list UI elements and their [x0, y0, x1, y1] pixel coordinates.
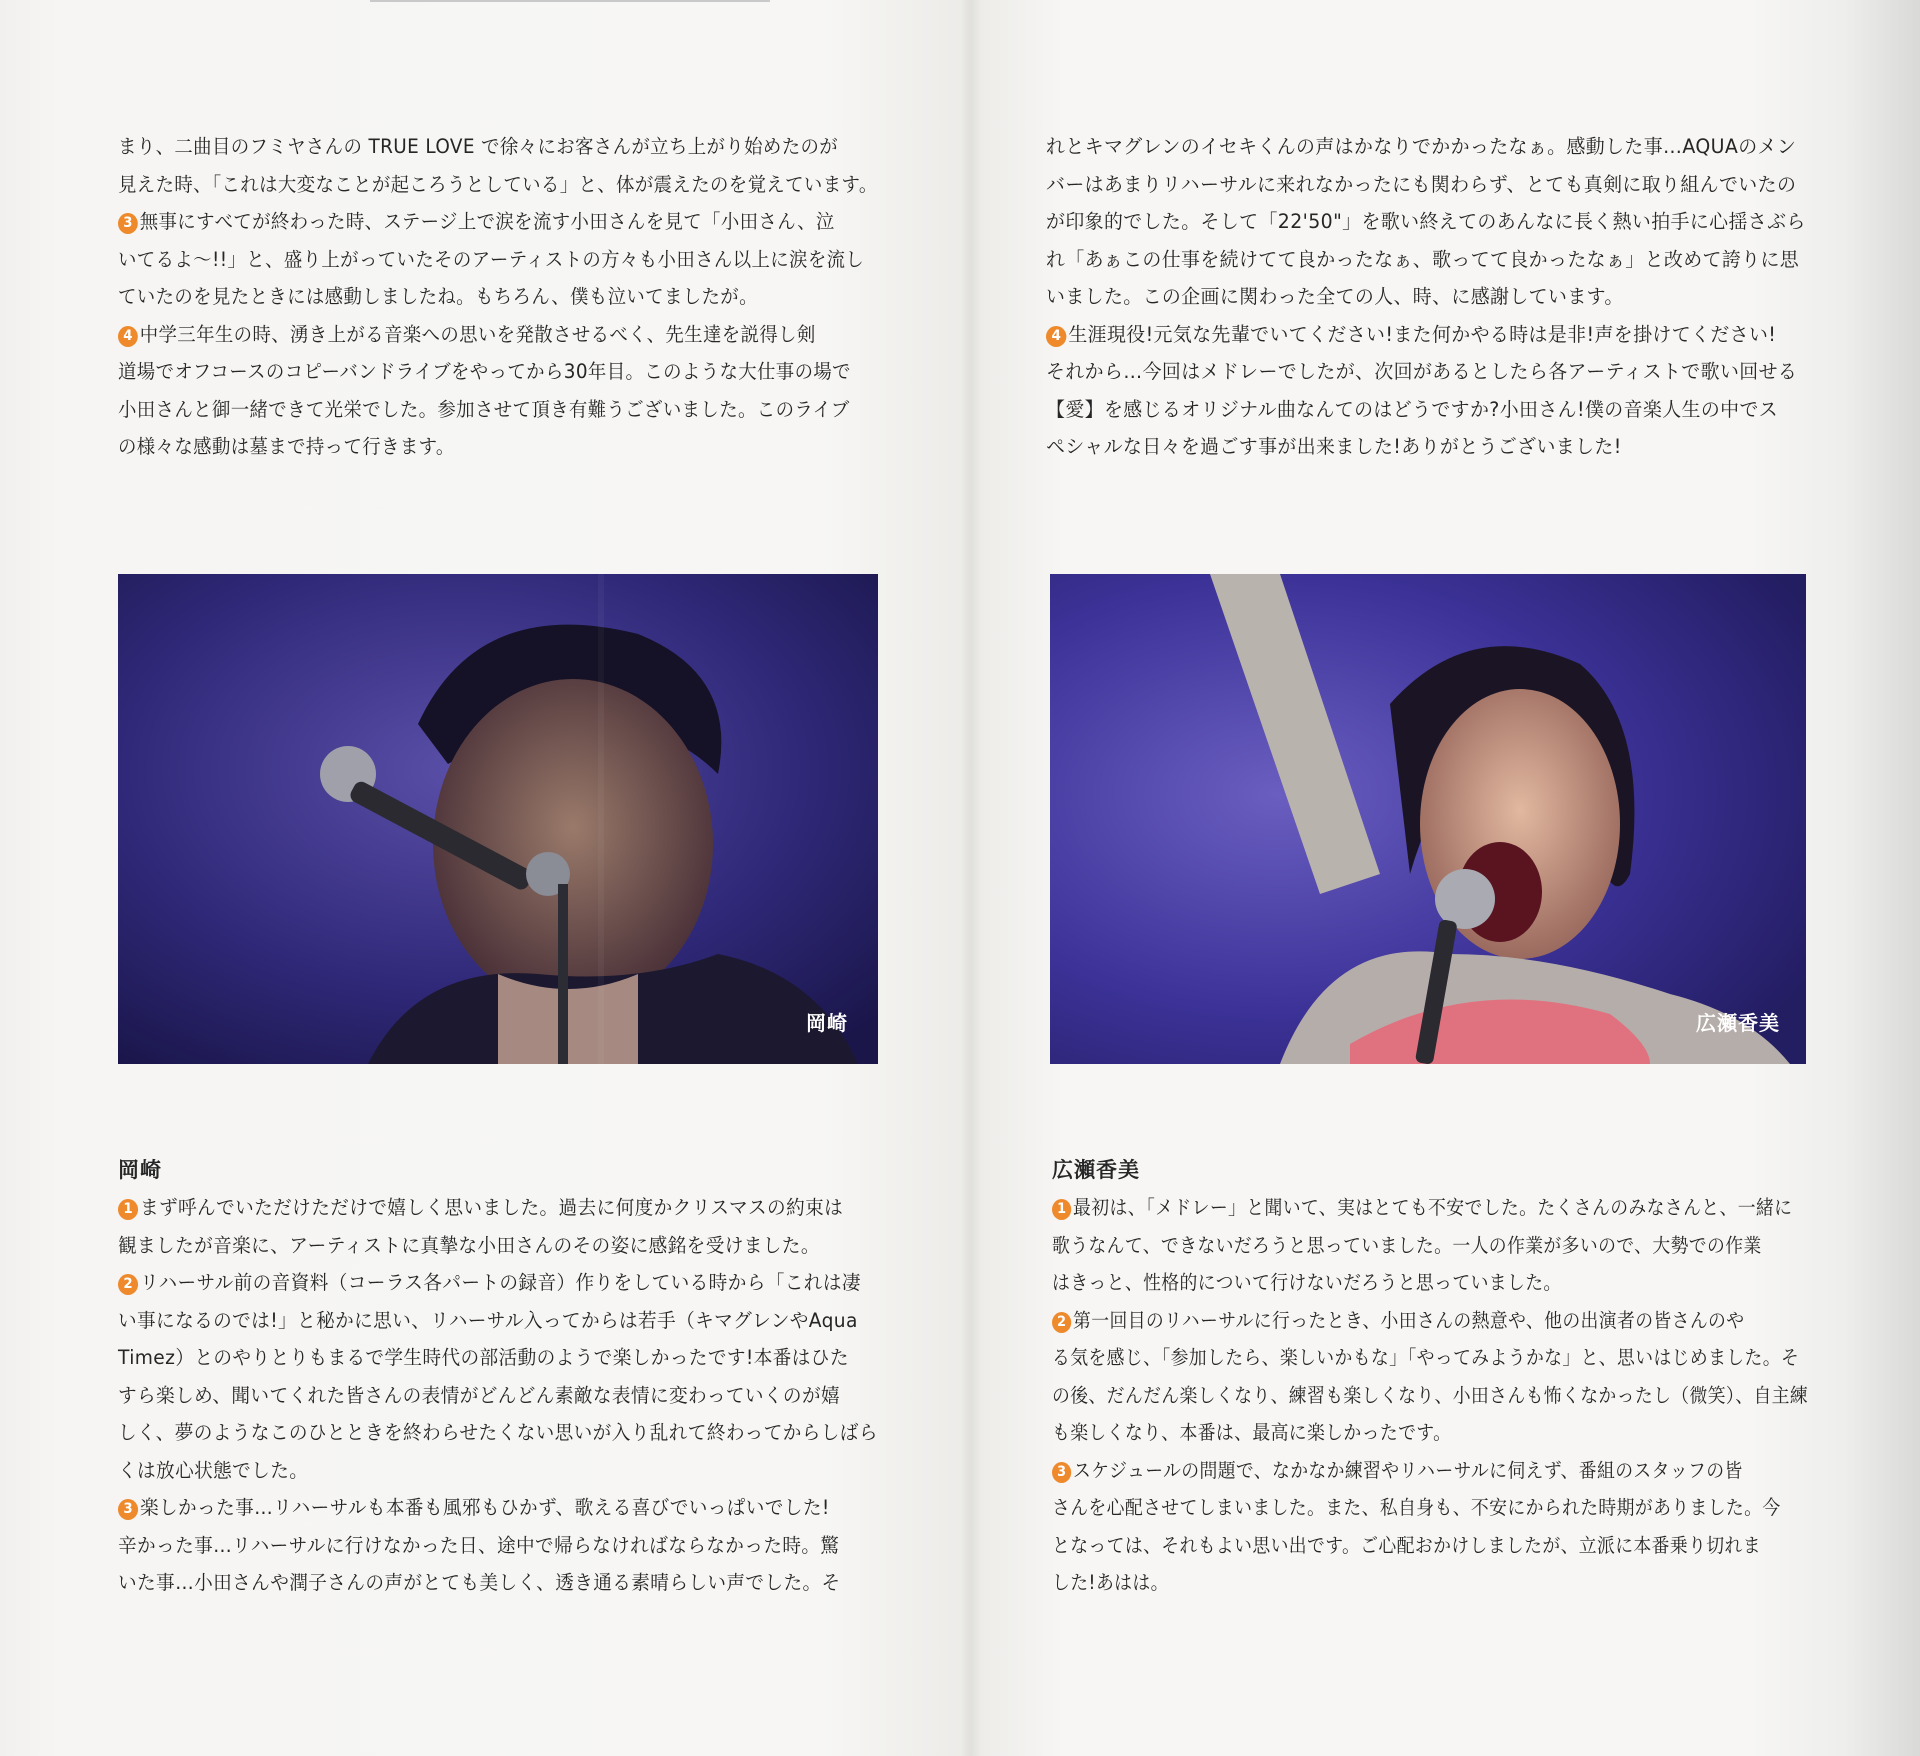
line-text: 観ましたが音楽に、アーティストに真摯な小田さんのその姿に感銘を受けました。 [118, 1233, 820, 1257]
line-text: 見えた時、「これは大変なことが起ころうとしている」と、体が震えたのを覚えています。 [118, 172, 878, 196]
line-text: 道場でオフコースのコピーバンドライブをやってから30年目。このような大仕事の場で [118, 360, 851, 383]
text-line [1052, 1377, 1808, 1415]
question-number-badge: 4 [118, 326, 138, 347]
text-line [118, 166, 878, 204]
text-line [118, 1414, 878, 1452]
question-number-badge: 3 [1052, 1462, 1071, 1483]
line-text: 歌うなんて、できないだろうと思っていました。一人の作業が多いので、大勢での作業 [1052, 1233, 1762, 1257]
text-line [1052, 1264, 1808, 1302]
text-line [118, 1489, 878, 1527]
text-line [1052, 1414, 1808, 1452]
line-text: の後、だんだん楽しくなり、練習も楽しくなり、小田さんも怖くなかったし（微笑）、自主練 [1052, 1383, 1809, 1407]
hirose-name-heading: 広瀬香美 [1052, 1158, 1140, 1182]
line-text: の様々な感動は墓まで持って行きます。 [118, 435, 455, 458]
okazaki-answers [118, 1189, 913, 1602]
question-number-badge: 3 [118, 213, 138, 234]
okazaki-photo-image [118, 574, 878, 1064]
line-text: リハーサル前の音資料（コーラス各パートの録音）作りをしている時から「これは凄 [139, 1271, 861, 1294]
line-text: はきっと、性格的について行けないだろうと思っていました。 [1052, 1271, 1562, 1294]
text-line [1046, 391, 1806, 429]
top-edge-line [370, 0, 770, 2]
text-line [1052, 1302, 1808, 1340]
okazaki-photo [118, 574, 878, 1064]
text-line [1046, 241, 1806, 279]
line-text: Timez）とのやりとりもまるで学生時代の部活動のようで楽しかったです!本番はひた [118, 1346, 849, 1369]
left-intro-paragraphs [118, 128, 923, 466]
line-text: 小田さんと御一緒できて光栄でした。参加させて頂き有難うございました。このライブ [118, 397, 850, 421]
line-text: した!あはは。 [1052, 1571, 1169, 1594]
hirose-photo [1050, 574, 1806, 1064]
line-text: それから…今回はメドレーでしたが、次回があるとしたら各アーティストで歌い回せる [1046, 360, 1798, 383]
line-text: いました。この企画に関わった全ての人、時、に感謝しています。 [1046, 285, 1624, 308]
text-line [118, 1527, 878, 1565]
text-line [118, 428, 878, 466]
book-gutter [960, 0, 982, 1756]
text-line [118, 353, 878, 391]
right-intro-paragraphs [1046, 128, 1829, 466]
text-line [118, 1227, 878, 1265]
question-number-badge: 2 [1052, 1312, 1071, 1333]
hirose-photo-caption: 広瀬香美 [1696, 1011, 1780, 1035]
text-line [1046, 203, 1806, 241]
question-number-badge: 2 [118, 1274, 138, 1295]
line-text: も楽しくなり、本番は、最高に楽しかったです。 [1052, 1421, 1452, 1444]
line-text: れ「あぁこの仕事を続けてて良かったなぁ、歌ってて良かったなぁ」と改めて誇りに思 [1046, 247, 1800, 271]
text-line [1052, 1564, 1808, 1602]
line-text: いた事…小田さんや潤子さんの声がとても美しく、透き通る素晴らしい声でした。そ [118, 1571, 841, 1594]
text-line [118, 1264, 878, 1302]
line-text: 【愛】を感じるオリジナル曲なんてのはどうですか?小田さん!僕の音楽人生の中でス [1046, 397, 1779, 421]
line-text: る気を感じ、「参加したら、楽しいかもな」「やってみようかな」と、思いはじめました。そ [1052, 1346, 1800, 1369]
line-text: 無事にすべてが終わった時、ステージ上で涙を流す小田さんを見て「小田さん、泣 [139, 210, 835, 233]
line-text: まり、二曲目のフミヤさんの TRUE LOVE で徐々にお客さんが立ち上がり始めたのが [118, 135, 839, 158]
text-line [118, 1339, 878, 1377]
line-text: しく、夢のようなこのひとときを終わらせたくない思いが入り乱れて終わってからしばら [118, 1421, 878, 1444]
text-line [118, 1377, 878, 1415]
line-text: まず呼んでいただけただけで嬉しく思いました。過去に何度かクリスマスの約束は [139, 1196, 844, 1219]
question-number-badge: 1 [118, 1199, 138, 1220]
line-text: いてるよ〜!!」と、盛り上がっていたそのアーティストの方々も小田さん以上に涙を流し [118, 247, 865, 271]
okazaki-name-heading: 岡崎 [118, 1158, 162, 1182]
line-text: すら楽しめ、聞いてくれた皆さんの表情がどんどん素敵な表情に変わっていくのが嬉 [118, 1383, 841, 1407]
line-text: となっては、それもよい思い出です。ご心配おかけしましたが、立派に本番乗り切れま [1052, 1533, 1761, 1557]
text-line [118, 128, 878, 166]
line-text: ペシャルな日々を過ごす事が出来ました!ありがとうございました! [1046, 435, 1622, 458]
text-line [118, 278, 878, 316]
line-text: ていたのを見たときには感動しましたね。もちろん、僕も泣いてましたが。 [118, 285, 758, 308]
line-text: が印象的でした。そして「22'50"」を歌い終えてのあんなに長く熱い拍手に心揺さぶら [1046, 210, 1806, 233]
text-line [118, 1564, 878, 1602]
line-text: 楽しかった事…リハーサルも本番も風邪もひかず、歌える喜びでいっぱいでした! [139, 1496, 830, 1519]
line-text: れとキマグレンのイセキくんの声はかなりでかかったなぁ。感動した事…AQUAのメン [1046, 135, 1797, 158]
line-text: 生涯現役!元気な先輩でいてください!また何かやる時は是非!声を掛けてください! [1068, 322, 1777, 346]
text-line [118, 1302, 878, 1340]
text-line [1046, 428, 1806, 466]
text-line [118, 391, 878, 429]
text-line [1052, 1339, 1808, 1377]
text-line [1052, 1489, 1808, 1527]
line-text: スケジュールの問題で、なかなか練習やリハーサルに伺えず、番組のスタッフの皆 [1073, 1458, 1743, 1482]
question-number-badge: 4 [1046, 326, 1066, 347]
line-text: 辛かった事…リハーサルに行けなかった日、途中で帰らなければならなかった時。驚 [118, 1533, 840, 1557]
line-text: くは放心状態でした。 [118, 1458, 309, 1482]
text-line [1052, 1527, 1808, 1565]
text-line [118, 1452, 878, 1490]
line-text: 最初は、「メドレー」と聞いて、実はとても不安でした。たくさんのみなさんと、一緒に [1073, 1196, 1793, 1219]
text-line [1052, 1452, 1808, 1490]
text-line [118, 241, 878, 279]
text-line [1046, 278, 1806, 316]
text-line [1046, 353, 1806, 391]
line-text: バーはあまりリハーサルに来れなかったにも関わらず、とても真剣に取り組んでいたの [1046, 172, 1797, 196]
text-line [118, 203, 878, 241]
hirose-answers [1052, 1189, 1878, 1602]
text-line [1046, 316, 1806, 354]
text-line [1046, 166, 1806, 204]
line-text: 第一回目のリハーサルに行ったとき、小田さんの熱意や、他の出演者の皆さんのや [1073, 1308, 1745, 1332]
text-line [1052, 1189, 1808, 1227]
question-number-badge: 1 [1052, 1199, 1071, 1220]
text-line [118, 316, 878, 354]
text-line [118, 1189, 878, 1227]
hirose-photo-image [1050, 574, 1806, 1064]
line-text: さんを心配させてしまいました。また、私自身も、不安にかられた時期がありました。今 [1052, 1496, 1781, 1519]
question-number-badge: 3 [118, 1499, 138, 1520]
text-line [1052, 1227, 1808, 1265]
line-text: い事になるのでは!」と秘かに思い、リハーサル入ってからは若手（キマグレンやAqua [118, 1308, 858, 1332]
okazaki-photo-caption: 岡崎 [806, 1011, 848, 1035]
text-line [1046, 128, 1806, 166]
line-text: 中学三年生の時、湧き上がる音楽への思いを発散させるべく、先生達を説得し剣 [139, 322, 816, 346]
